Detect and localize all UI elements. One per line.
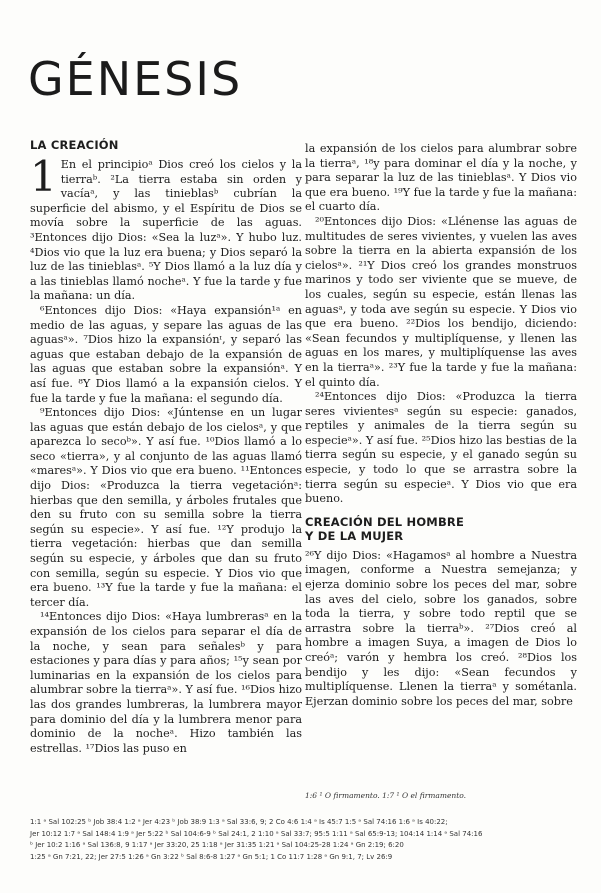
paragraph-verse-9: ⁹Entonces dijo Dios: «Júntense en un lugar las aguas que están debajo de los cielosᵃ, y que aparezca lo secoᵇ». Y así fue. ¹⁰Dios llamó a lo seco «tierra», y al conjunto de las aguas llamó «maresᵃ». Y Dios vio que era bueno. ¹¹Entonces dijo Dios: «Produzca la tierra vegetaciónᵃ: hierbas que den semilla, y árboles frutales que den su fruto con su semilla sobre la tierra según su especie». Y así fue. ¹²Y produjo la tierra vegetación: hierbas que dan semilla según su especie, y árboles que dan su fruto con semilla, según su especie. Y Dios vio que era bueno. ¹³Y fue la tarde y fue la mañana: el tercer día.: [30, 406, 302, 609]
right-column: [305, 142, 577, 709]
section-heading-creation: LA CREACIÓN: [30, 138, 119, 152]
paragraph-verse-26: ²⁶Y dijo Dios: «Hagamosᵃ al hombre a Nuestra imagen, conforme a Nuestra semejanza; y ejerza dominio sobre los peces del mar, sobre las aves del cielo, sobre los ganados, sobre toda la tierra, y sobre todo reptil que se arrastra sobre la tierraᵇ». ²⁷Dios creó al hombre a imagen Suya, a imagen de Dios lo creóᵃ; varón y hembra los creó. ²⁸Dios los bendijo y les dijo: «Sean fecundos y multiplíquense. Llenen la tierraᵃ y sométanla. Ejerzan dominio sobre los peces del mar, sobre: [305, 548, 577, 708]
footnotes: 1:6 ¹ O firmamento. 1:7 ¹ O el firmamento.: [305, 791, 467, 800]
crossref-line: ᵇ Jer 10:2 1:16 ᵃ Sal 136:8, 9 1:17 ᵃ Jer 33:20, 25 1:18 ᵃ Jer 31:35 1:21 ᵃ Sal 104:25-28 1:24 ᵃ Gn 2:19; 6:20: [30, 841, 404, 849]
paragraph-verse-24: ²⁴Entonces dijo Dios: «Produzca la tierra seres vivientesᵃ según su especie: ganados, reptiles y animales de la tierra según su especieᵃ». Y así fue. ²⁵Dios hizo las bestias de la tierra según su especie, y el ganado según su especie, y todo lo que se arrastra sobre la tierra según su especieᵃ. Y Dios vio que era bueno.: [305, 390, 577, 506]
paragraph-text: En el principioᵃ Dios creó los cielos y la tierraᵇ. ²La tierra estaba sin orden y vacíaᵃ, y las tinieblasᵇ cubrían la superficie del abismo, y el Espíritu de Dios se movía sobre la superficie de las aguas. ³Entonces dijo Dios: «Sea la luzᵃ». Y hubo luz. ⁴Dios vio que la luz era buena; y Dios separó la luz de las tinieblasᵃ. ⁵Y Dios llamó a la luz día y a las tinieblas llamó nocheᵃ. Y fue la tarde y fue la mañana: un día.: [30, 158, 302, 303]
heading-line-2: Y DE LA MUJER: [305, 528, 404, 543]
chapter-number: 1: [30, 152, 57, 201]
crossref-line: 1:25 ᵃ Gn 7:21, 22; Jer 27:5 1:26 ᵃ Gn 3:22 ᵇ Sal 8:6-8 1:27 ᵃ Gn 5:1; 1 Co 11:7 1:28 ᵃ Gn 9:1, 7; Lv 26:9: [30, 852, 393, 861]
heading-line-1: CREACIÓN DEL HOMBRE: [305, 514, 465, 529]
left-body-text: [30, 152, 302, 756]
left-column: [30, 138, 302, 756]
book-title: GÉNESIS: [28, 52, 243, 106]
paragraph-verse-20: ²⁰Entonces dijo Dios: «Llénense las aguas de multitudes de seres vivientes, y vuelen las aves sobre la tierra en la abierta expansión de los cielosᵃ». ²¹Y Dios creó los grandes monstruos marinos y todo ser viviente que se mueve, de los cuales, según su especie, están llenas las aguasᵃ, y toda ave según su especie. Y Dios vio que era bueno. ²²Dios los bendijo, diciendo: «Sean fecundos y multiplíquense, y llenen las aguas en los mares, y multiplíquense las aves en la tierraᵃ». ²³Y fue la tarde y fue la mañana: el quinto día.: [305, 214, 577, 389]
paragraph-verse-6: ⁶Entonces dijo Dios: «Haya expansión¹ᵃ en medio de las aguas, y separe las aguas de las aguasᵃ». ⁷Dios hizo la expansiónᶦ, y separó las aguas que estaban debajo de la expansión de las aguas que estaban sobre la expansiónᵃ. Y así fue. ⁸Y Dios llamó a la expansión cielos. Y fue la tarde y fue la mañana: el segundo día.: [30, 303, 302, 405]
section-creation-man-woman: [305, 515, 577, 710]
crossref-line: 1:1 ᵃ Sal 102:25 ᵇ Job 38:4 1:2 ᵃ Jer 4:23 ᵇ Job 38:9 1:3 ᵃ Sal 33:6, 9; 2 Co 4:6 1:4 ᵃ Is 45:7 1:5 ᵃ Sal 74:16 1:6 ᵃ Is 40:22;: [30, 818, 448, 826]
paragraph-verse-1: [30, 152, 302, 304]
crossref-line: Jer 10:12 1:7 ᵃ Sal 148:4 1:9 ᵃ Jer 5:22 ᵇ Sal 104:6-9 ᵇ Sal 24:1, 2 1:10 ᵃ Sal 33:7; 95:5 1:11 ᵃ Sal 65:9-13; 104:14 1:14 ᵃ Sal 74:16: [30, 829, 483, 838]
section2-body-text: [305, 549, 577, 710]
paragraph-verse-14: ¹⁴Entonces dijo Dios: «Haya lumbrerasᵃ en la expansión de los cielos para separar el día de la noche, y sean para señalesᵇ y para estaciones y para días y para años; ¹⁵y sean por luminarias en la expansión de los cielos para alumbrar sobre la tierraᵃ». Y así fue. ¹⁶Dios hizo las dos grandes lumbreras, la lumbrera mayor para dominio del día y la lumbrera menor para dominio de la nocheᵃ. Hizo también las estrellas. ¹⁷Dios las puso en: [30, 610, 302, 755]
section-heading-man-woman: [305, 515, 577, 543]
cross-references: [30, 817, 575, 863]
right-body-text: [305, 142, 577, 507]
paragraph-verse-17-cont: la expansión de los cielos para alumbrar sobre la tierraᵃ, ¹⁸y para dominar el día y la noche, y para separar la luz de las tinieblasᵃ. Y Dios vio que era bueno. ¹⁹Y fue la tarde y fue la mañana: el cuarto día.: [305, 142, 577, 214]
